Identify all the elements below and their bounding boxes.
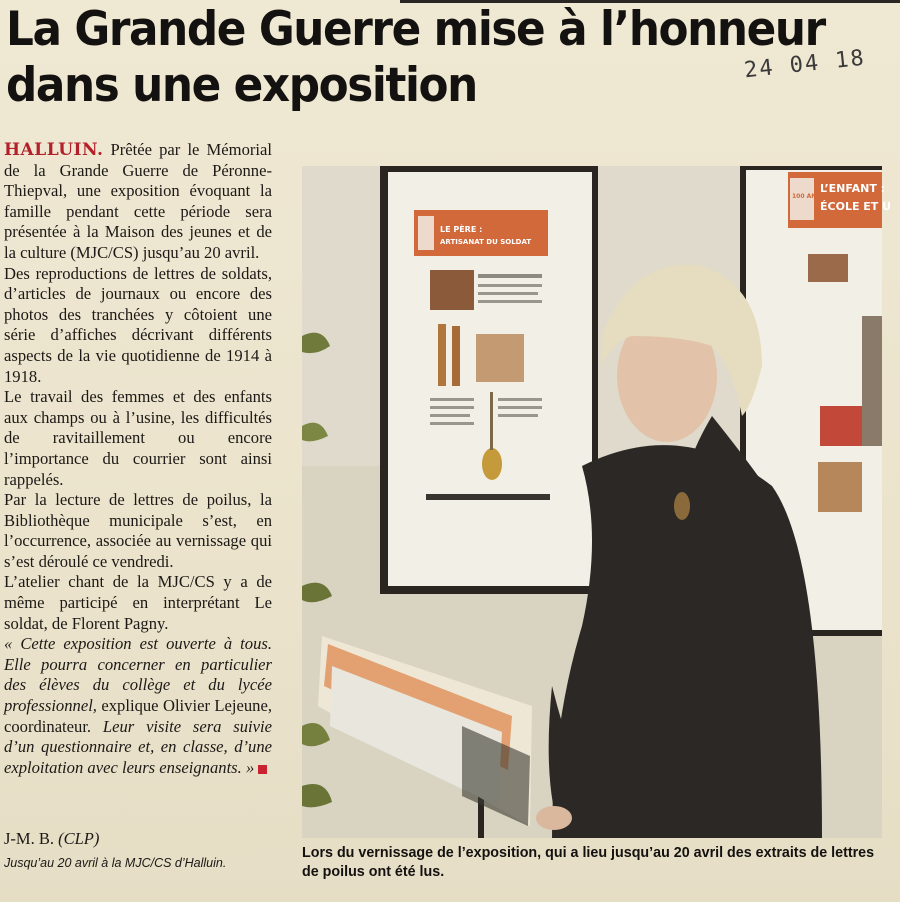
quote-attribution: explique Olivier Lejeune, coordinateur. [4,696,272,736]
headline-line-1: La Grande Guerre mise à l’honneur [6,2,825,57]
article-paragraph-4: Par la lecture de lettres de poilus, la Bibliothèque municipale s’est, en l’occurrence, associée au vernissage qui s’est déroulé ce vendredi. [4,490,272,571]
article-paragraph-1 [4,140,272,264]
photo-caption: Lors du vernissage de l’exposition, qui a lieu jusqu’au 20 avril des extraits de lettres de poilus ont été lus. [302,845,875,880]
photo-illustration [302,166,892,838]
signature-agency: (CLP) [58,829,100,848]
signature-name: J-M. B. [4,829,54,848]
headline-line-2: dans une exposition [6,58,477,113]
signature [4,829,272,849]
article-quote [4,634,272,778]
exhibition-photo [302,166,892,838]
poster-right-title-line-2: ÉCOLE ET U [820,200,892,213]
quote-part-1: « Cette exposition est ouverte à tous. Elle pourra concerner en particulier des élèves du collège et du lycée professionnel, [4,634,272,716]
article-paragraph-5: L’atelier chant de la MJC/CS y a de même participé en interprétant Le soldat, de Florent Pagny. [4,572,272,633]
end-square-icon [258,765,267,774]
poster-right-title-line-1: L’ENFANT : [820,182,886,195]
poster-left [380,166,598,594]
article-paragraph-2: Des reproductions de lettres de soldats, d’articles de journaux ou encore des photos des tranchées y côtoient une série d’affiches décrivant différents aspects de la vie quotidienne de 1914 à 1918. [4,263,272,386]
footer-note: Jusqu’au 20 avril à la MJC/CS d’Halluin. [4,856,227,870]
article-paragraph-3: Le travail des femmes et des enfants aux champs ou à l’usine, les difficultés de ravitaillement ou encore l’importance du courrier sont ainsi rappelés. [4,387,272,489]
handwritten-date: 24 04 18 [743,45,867,84]
article-paragraph-1-text: Prêtée par le Mémorial de la Grande Guerre de Péronne-Thiepval, une exposition évoquant la famille pendant cette période sera présentée à la Maison des jeunes et de la culture (MJC/CS) jusqu’au 20 avril. [4,140,272,262]
poster-left-title-line-1: LE PÈRE : [440,225,483,234]
poster-left-title-line-2: ARTISANAT DU SOLDAT [440,238,532,246]
quote-part-2: Leur visite sera suivie d’un questionnaire et, en classe, d’une exploitation avec leurs enseignants. » [4,716,272,777]
poster-badge: 100 ANS 14-18 [792,193,842,200]
headline [6,2,824,114]
article-kicker: HALLUIN. [4,140,104,160]
article-body [4,140,272,778]
